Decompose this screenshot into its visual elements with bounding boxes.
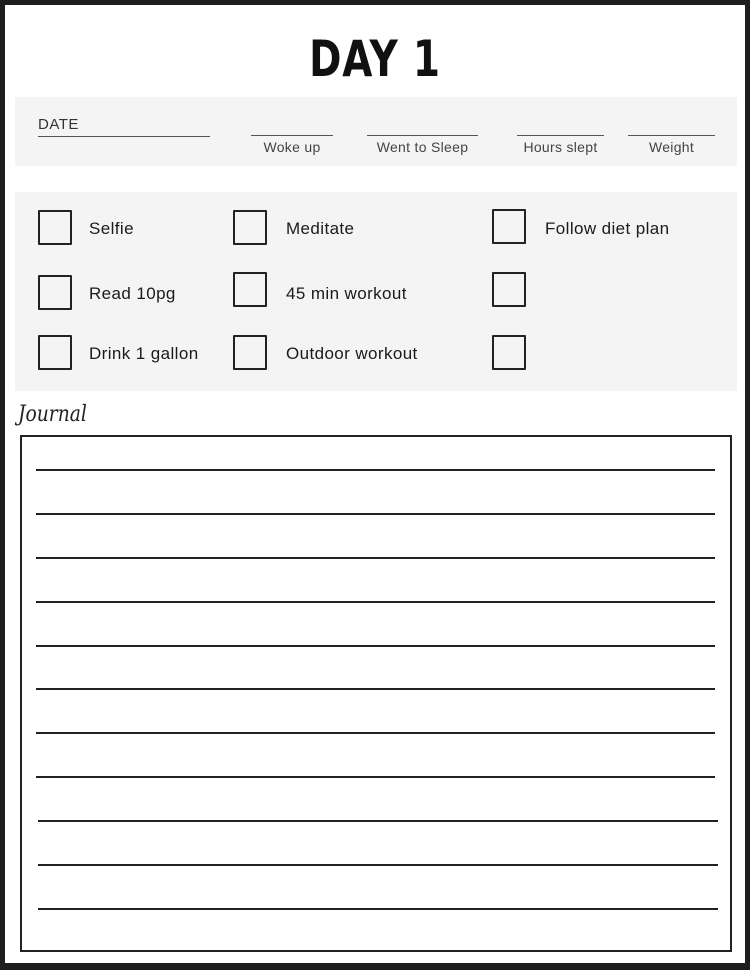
writing-line [36, 557, 715, 559]
drink-1-gallon-label: Drink 1 gallon [89, 344, 199, 363]
hours-slept-label: Hours slept [523, 139, 598, 155]
follow-diet-plan-checkbox[interactable] [492, 209, 526, 244]
went-to-sleep-label: Went to Sleep [376, 139, 469, 155]
selfie-checkbox[interactable] [38, 210, 72, 245]
woke-up-line[interactable] [251, 135, 333, 136]
45-min-workout-label: 45 min workout [286, 284, 407, 303]
journal-label: Journal [18, 402, 87, 427]
weight-line[interactable] [628, 135, 715, 136]
custom-habit-checkbox-2[interactable] [492, 335, 526, 370]
writing-line [36, 776, 715, 778]
read-10pg-label: Read 10pg [89, 284, 176, 303]
follow-diet-plan-label: Follow diet plan [545, 219, 670, 238]
writing-line [36, 732, 715, 734]
journal-writing-area[interactable] [20, 435, 732, 952]
date-field[interactable] [38, 136, 210, 137]
writing-line [38, 864, 718, 866]
page-title: DAY 1 [309, 30, 441, 88]
meditate-label: Meditate [286, 219, 355, 238]
drink-1-gallon-checkbox[interactable] [38, 335, 72, 370]
writing-line [38, 820, 718, 822]
planner-page [5, 5, 745, 963]
writing-line [36, 688, 715, 690]
date-label: DATE [38, 116, 79, 133]
outdoor-workout-label: Outdoor workout [286, 344, 418, 363]
45-min-workout-checkbox[interactable] [233, 272, 267, 307]
selfie-label: Selfie [89, 219, 134, 238]
went-to-sleep-line[interactable] [367, 135, 478, 136]
hours-slept-line[interactable] [517, 135, 604, 136]
writing-line [38, 908, 718, 910]
outdoor-workout-checkbox[interactable] [233, 335, 267, 370]
info-panel [15, 97, 737, 166]
custom-habit-checkbox-1[interactable] [492, 272, 526, 307]
weight-label: Weight [648, 139, 695, 155]
habits-panel [15, 192, 737, 391]
meditate-checkbox[interactable] [233, 210, 267, 245]
writing-line [36, 601, 715, 603]
read-10pg-checkbox[interactable] [38, 275, 72, 310]
writing-line [36, 645, 715, 647]
weight-field[interactable] [628, 135, 715, 155]
woke-up-field[interactable] [251, 135, 333, 155]
writing-line [36, 469, 715, 471]
went-to-sleep-field[interactable] [367, 135, 478, 155]
woke-up-label: Woke up [263, 139, 321, 155]
hours-slept-field[interactable] [517, 135, 604, 155]
writing-line [36, 513, 715, 515]
